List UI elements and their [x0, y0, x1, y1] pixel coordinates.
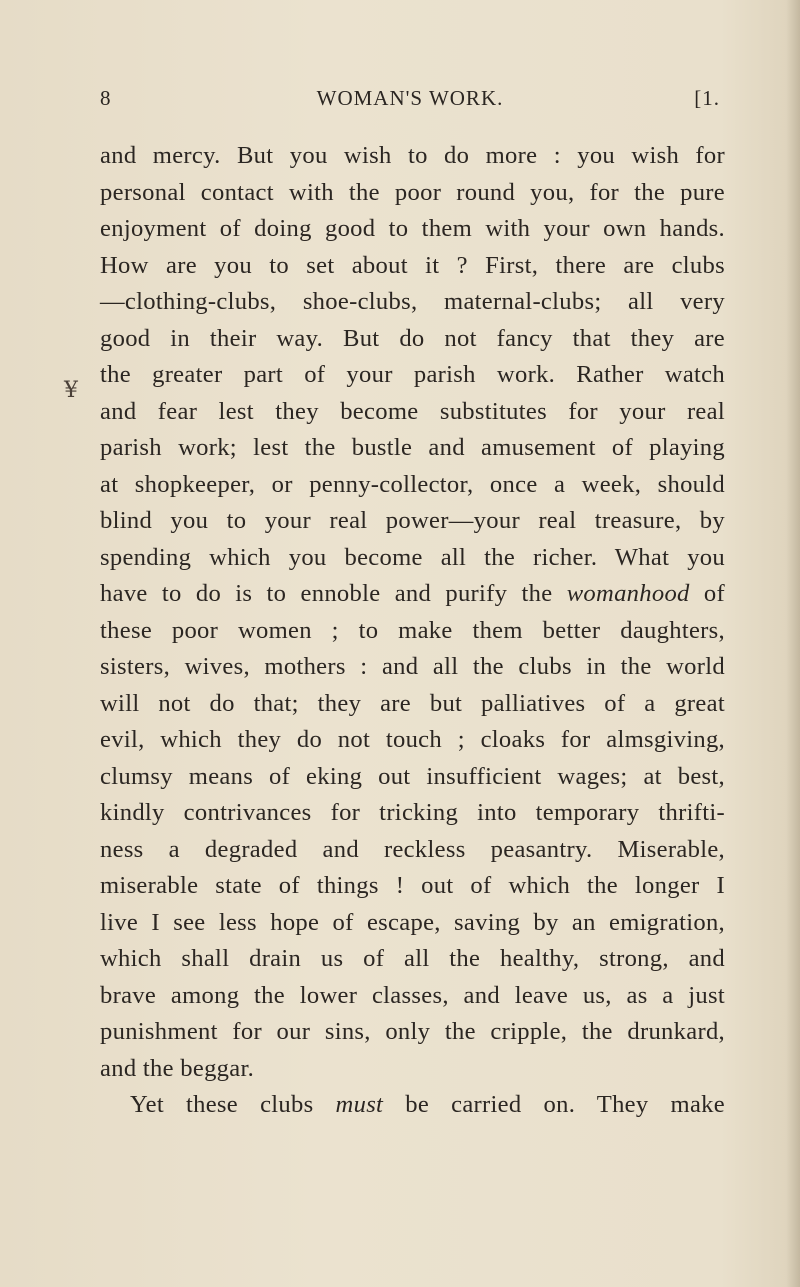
chapter-mark: [1. [694, 86, 720, 110]
text-line: clumsy means of eking out insufficient wages; at best, [100, 762, 725, 790]
text-line: and mercy. But you wish to do more : you wish for [100, 142, 725, 169]
text-line: live I see less hope of escape, saving by an emigration, [100, 908, 725, 936]
text-line: ness a degraded and reckless peasantry. Miserable, [100, 835, 725, 863]
text-line: punishment for our sins, only the cripple, the drunkard, [100, 1018, 725, 1045]
text-line: kindly contrivances for tricking into temporary thrifti- [100, 799, 725, 826]
text-line: sisters, wives, mothers : and all the clubs in the world [100, 653, 725, 680]
margin-mark: ¥ [64, 378, 78, 403]
text-line [100, 1087, 725, 1124]
text-line: evil, which they do not touch ; cloaks for almsgiving, [100, 726, 725, 753]
text-line: —clothing-clubs, shoe-clubs, maternal-clubs; all very [100, 288, 725, 315]
running-head: WOMAN'S WORK. [316, 86, 504, 110]
italic-word: womanhood [566, 580, 690, 607]
text-line: at shopkeeper, or penny-collector, once a week, should [100, 470, 725, 498]
page-header [100, 86, 720, 116]
text-line: How are you to set about it ? First, there are clubs [100, 251, 725, 279]
text-line: will not do that; they are but palliatives of a great [100, 689, 725, 717]
italic-word: must [335, 1091, 384, 1118]
text-run: be carried on. They make [383, 1091, 725, 1118]
body-text [100, 138, 725, 1124]
text-run: have to do is to ennoble and purify the [100, 580, 567, 607]
text-line: brave among the lower classes, and leave us, as a just [100, 981, 725, 1009]
text-line: and the beggar. [100, 1054, 255, 1082]
text-line [100, 576, 725, 613]
text-line: blind you to your real power—your real treasure, by [100, 507, 725, 534]
text-line: these poor women ; to make them better daughters, [100, 616, 725, 644]
text-line: miserable state of things ! out of which the longer I [100, 872, 725, 899]
text-line: good in their way. But do not fancy that they are [100, 324, 725, 352]
text-run: Yet these clubs [130, 1091, 336, 1118]
text-line: parish work; lest the bustle and amusement of playing [100, 434, 725, 461]
text-line: personal contact with the poor round you, for the pure [100, 178, 725, 206]
text-line: the greater part of your parish work. Rather watch [100, 361, 725, 388]
text-line: which shall drain us of all the healthy, strong, and [100, 945, 725, 972]
text-line: spending which you become all the richer. What you [100, 543, 725, 571]
page-number: 8 [100, 86, 112, 110]
text-run: of [689, 580, 725, 607]
page-edge-shadow [786, 0, 800, 1287]
text-line: and fear lest they become substitutes for your real [100, 397, 725, 425]
text-line: enjoyment of doing good to them with your own hands. [100, 215, 725, 242]
